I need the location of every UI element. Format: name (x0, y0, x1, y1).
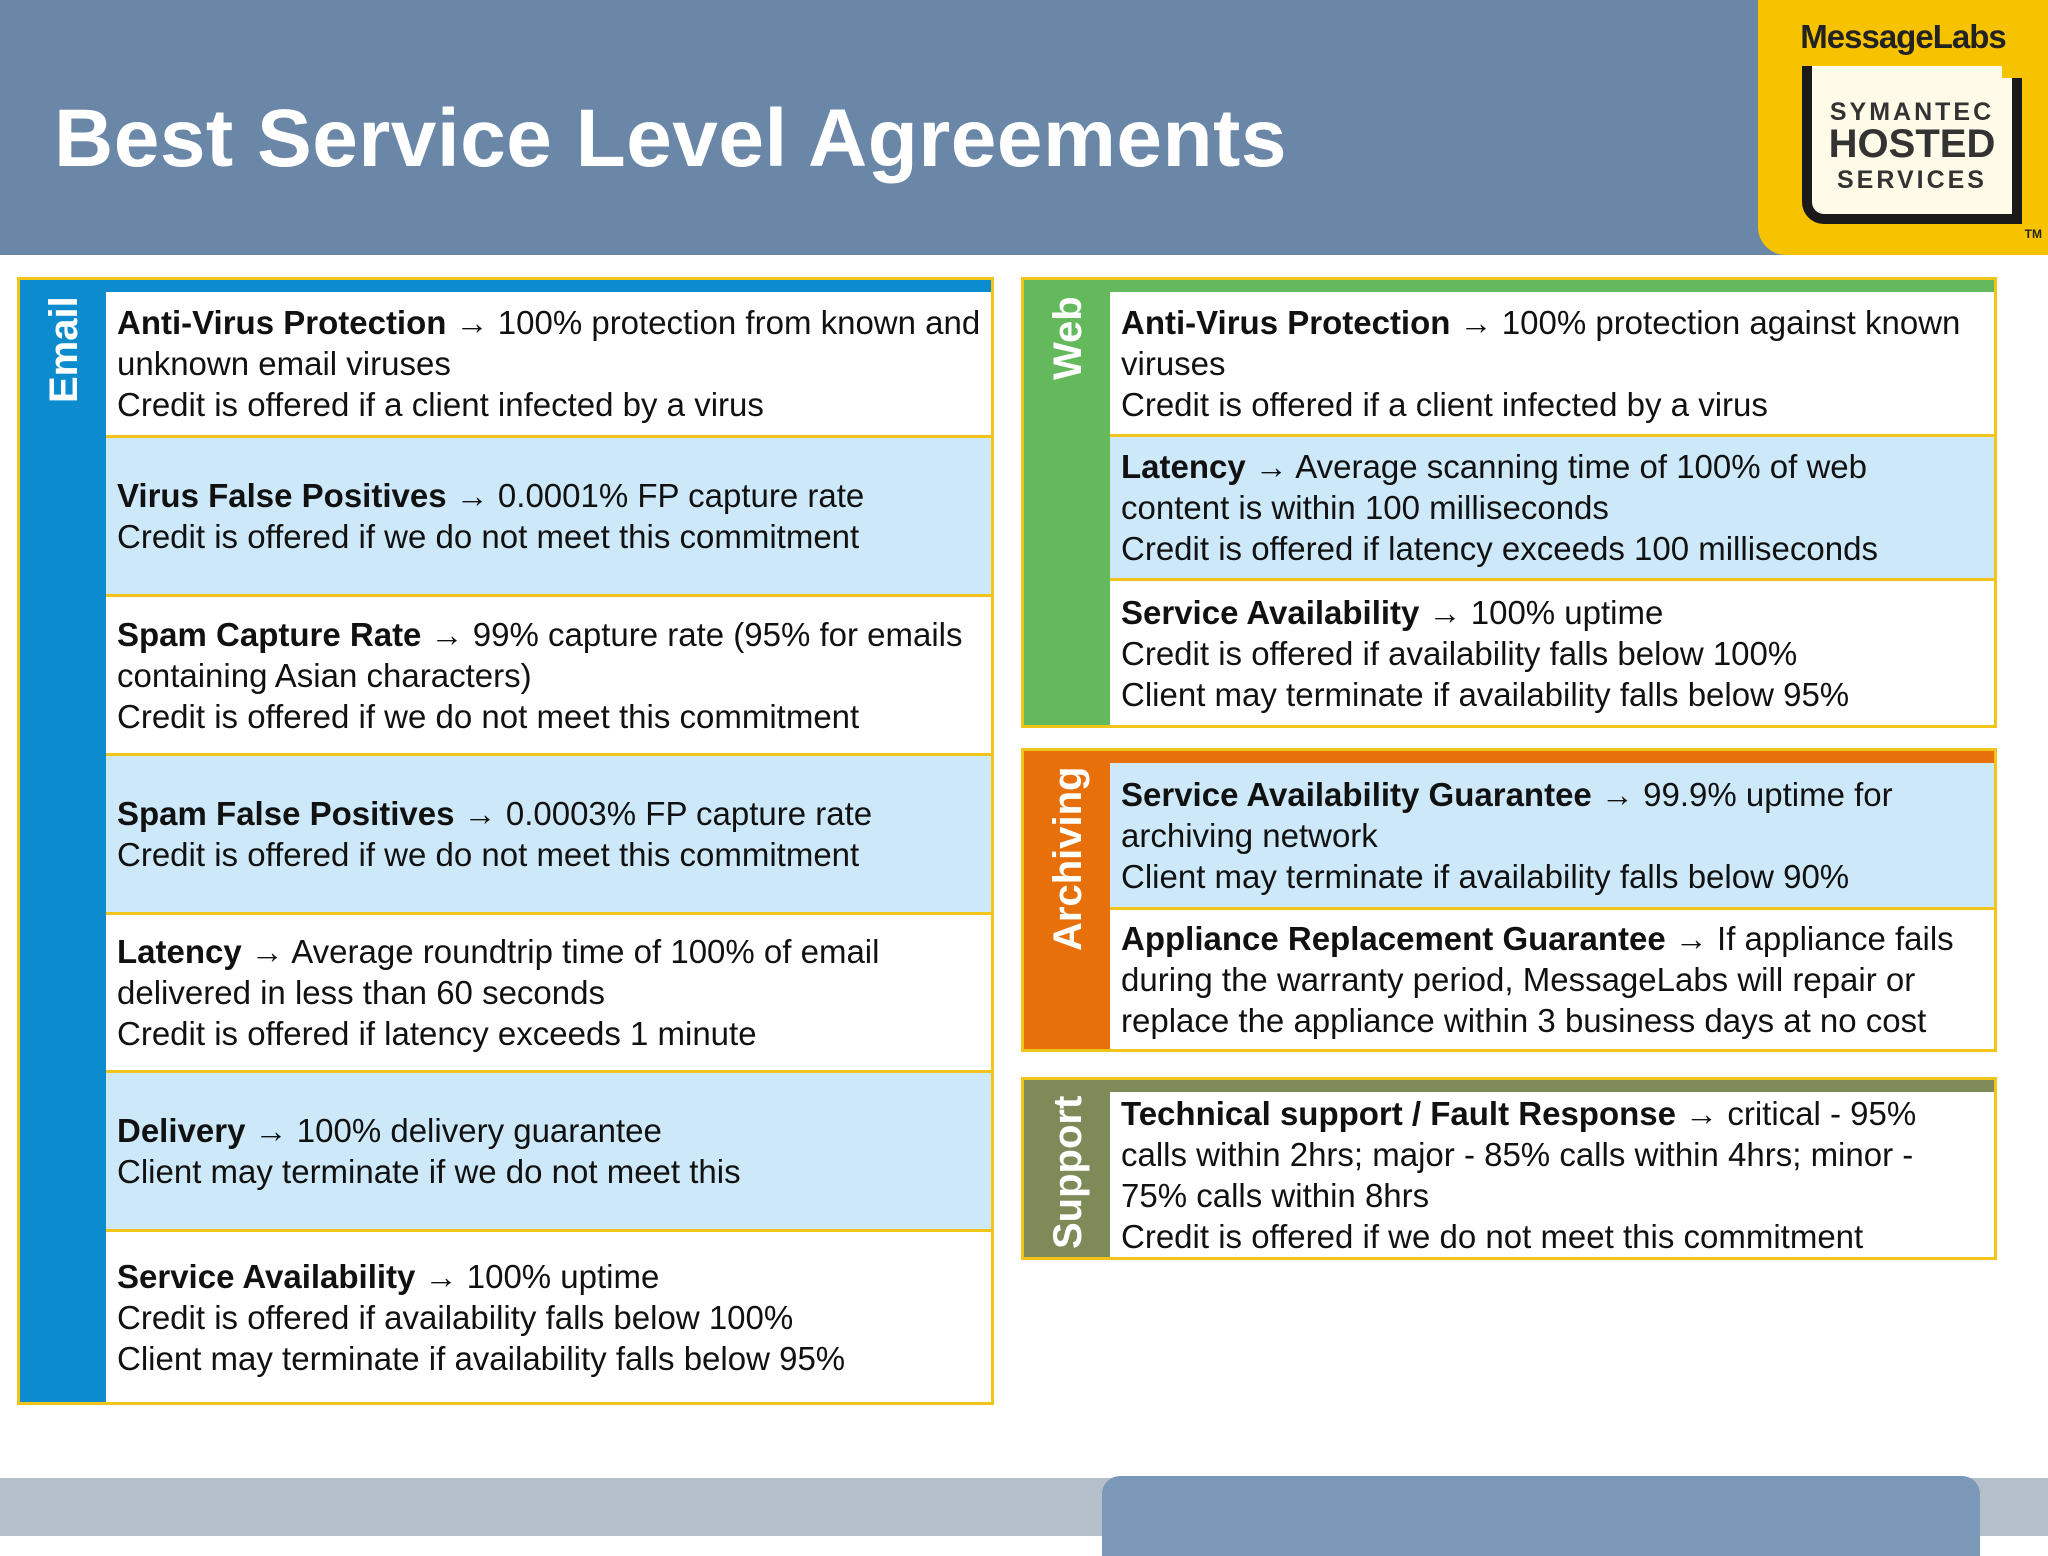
web-top-stripe (1110, 280, 1994, 292)
sla-item (1110, 434, 1994, 578)
sla-item-heading: Spam Capture Rate (117, 615, 422, 653)
sla-item-heading: Virus False Positives (117, 477, 447, 514)
header-banner (0, 0, 2048, 255)
sla-item-credit: Credit is offered if latency exceeds 100 milliseconds (1121, 530, 1878, 567)
sla-item-heading: Anti-Virus Protection (117, 304, 447, 341)
arrow-icon: → (1685, 1094, 1719, 1132)
sla-item-description: critical - 95% calls within 2hrs; major - 85% calls within 4hrs; minor - 75% calls within 8hrs (1121, 1094, 1917, 1214)
sla-item-description: If appliance fails during the warranty period, MessageLabs will repair or replace the appliance within 3 business days at no cost (1121, 920, 1954, 1039)
sla-item-description: 100% delivery guarantee (296, 1112, 662, 1149)
sla-item-description: 99% capture rate (95% for emails containing Asian characters) (117, 615, 963, 694)
sla-item-heading: Latency (117, 933, 242, 970)
sla-item-credit: Credit is offered if a client infected by a virus (1121, 385, 1768, 423)
sla-item-description: Average roundtrip time of 100% of email delivered in less than 60 seconds (117, 933, 880, 1011)
sla-item (1110, 292, 1994, 434)
sla-item-heading: Latency (1121, 448, 1246, 485)
sla-item-text (117, 475, 864, 557)
sla-item-credit: Credit is offered if we do not meet this commitment (117, 836, 860, 873)
sla-item-credit: Credit is offered if we do not meet this commitment (117, 518, 860, 555)
sla-item-description: 0.0001% FP capture rate (497, 477, 865, 514)
sla-item-description: 100% protection from known and unknown email viruses (117, 304, 981, 382)
sla-item-credit: Credit is offered if availability falls below 100% (117, 1298, 794, 1336)
sla-item-description: 99.9% uptime for archiving network (1121, 775, 1893, 854)
archiving-section-label: Archiving (1046, 767, 1090, 952)
sla-item-credit: Credit is offered if availability falls below 100% (1121, 634, 1798, 672)
messagelabs-logo (1758, 0, 2048, 255)
email-sla-panel (17, 277, 994, 1405)
sla-item-text (1121, 1093, 1984, 1257)
arrow-icon: → (1674, 920, 1708, 957)
sla-item (106, 753, 991, 912)
sla-item (1110, 907, 1994, 1049)
sla-item-heading: Anti-Virus Protection (1121, 303, 1451, 341)
arrow-icon: → (1600, 775, 1634, 813)
sla-item (106, 594, 991, 753)
arrow-icon: → (1254, 448, 1288, 485)
sla-item-heading: Spam False Positives (117, 795, 455, 832)
sla-item-text (117, 1256, 845, 1379)
web-section-label: Web (1046, 296, 1090, 380)
email-top-stripe (106, 280, 991, 292)
logo-frame (1802, 66, 2022, 224)
sla-item-description: 0.0003% FP capture rate (505, 795, 873, 832)
arrow-icon: → (430, 615, 464, 653)
arrow-icon: → (463, 795, 497, 832)
email-section-bar (20, 280, 106, 1402)
sla-item-description: Average scanning time of 100% of web content is within 100 milliseconds (1121, 448, 1867, 526)
sla-item-text (1121, 592, 1849, 715)
sla-item-heading: Service Availability Guarantee (1121, 775, 1592, 813)
web-section-bar (1024, 280, 1110, 725)
sla-item-text (117, 931, 981, 1054)
sla-item-heading: Delivery (117, 1112, 246, 1149)
sla-item-text (117, 1110, 741, 1192)
archiving-top-stripe (1110, 751, 1994, 763)
sla-item-text (1121, 302, 1984, 425)
logo-trademark: TM (2024, 227, 2042, 241)
sla-item-heading: Service Availability (1121, 593, 1420, 631)
sla-item-text (1121, 446, 1984, 569)
sla-item (1110, 1092, 1994, 1257)
support-section-label: Support (1046, 1096, 1090, 1250)
sla-item-credit: Credit is offered if we do not meet this commitment (1121, 1217, 1864, 1255)
support-sla-panel (1021, 1077, 1997, 1260)
sla-item-credit: Credit is offered if we do not meet this commitment (117, 697, 860, 735)
sla-item (106, 1070, 991, 1229)
logo-brand: MessageLabs (1800, 18, 2006, 55)
sla-item (106, 435, 991, 594)
sla-item-description: 100% protection against known viruses (1121, 303, 1961, 382)
sla-item-heading: Appliance Replacement Guarantee (1121, 920, 1666, 957)
email-section-label: Email (42, 296, 86, 403)
page-title: Best Service Level Agreements (54, 93, 1287, 184)
sla-item-description: 100% uptime (1470, 593, 1664, 631)
arrow-icon: → (254, 1112, 288, 1149)
archiving-section-bar (1024, 751, 1110, 1049)
sla-item-text (117, 614, 981, 737)
sla-item-heading: Service Availability (117, 1257, 416, 1295)
sla-item-credit: Client may terminate if we do not meet this (117, 1153, 741, 1190)
archiving-sla-panel (1021, 748, 1997, 1052)
sla-item-extra: Client may terminate if availability falls below 95% (117, 1339, 846, 1377)
arrow-icon: → (455, 477, 489, 514)
sla-item (106, 912, 991, 1070)
sla-item-text (117, 302, 981, 425)
sla-item (1110, 578, 1994, 725)
sla-item (1110, 763, 1994, 907)
arrow-icon: → (1428, 593, 1462, 631)
sla-item (106, 1229, 991, 1402)
sla-item-credit: Credit is offered if latency exceeds 1 minute (117, 1015, 757, 1052)
support-top-stripe (1110, 1080, 1994, 1092)
sla-item-credit: Client may terminate if availability falls below 90% (1121, 857, 1850, 895)
sla-item (106, 292, 991, 435)
sla-item-credit: Credit is offered if a client infected by a virus (117, 386, 764, 423)
sla-item-text (1121, 774, 1984, 897)
logo-line-2: HOSTED (1828, 122, 1996, 166)
web-sla-panel (1021, 277, 1997, 728)
arrow-icon: → (1459, 303, 1493, 341)
sla-item-text (117, 793, 872, 875)
arrow-icon: → (250, 933, 284, 970)
arrow-icon: → (424, 1257, 458, 1295)
sla-item-extra: Client may terminate if availability falls below 95% (1121, 675, 1850, 713)
sla-item-heading: Technical support / Fault Response (1121, 1094, 1676, 1132)
support-section-bar (1024, 1080, 1110, 1257)
sla-item-text (1121, 918, 1984, 1041)
footer-tab (1102, 1476, 1980, 1556)
logo-line-1: SYMANTEC (1829, 98, 1995, 126)
arrow-icon: → (455, 304, 489, 341)
sla-item-description: 100% uptime (466, 1257, 660, 1295)
logo-line-3: SERVICES (1837, 166, 1987, 194)
